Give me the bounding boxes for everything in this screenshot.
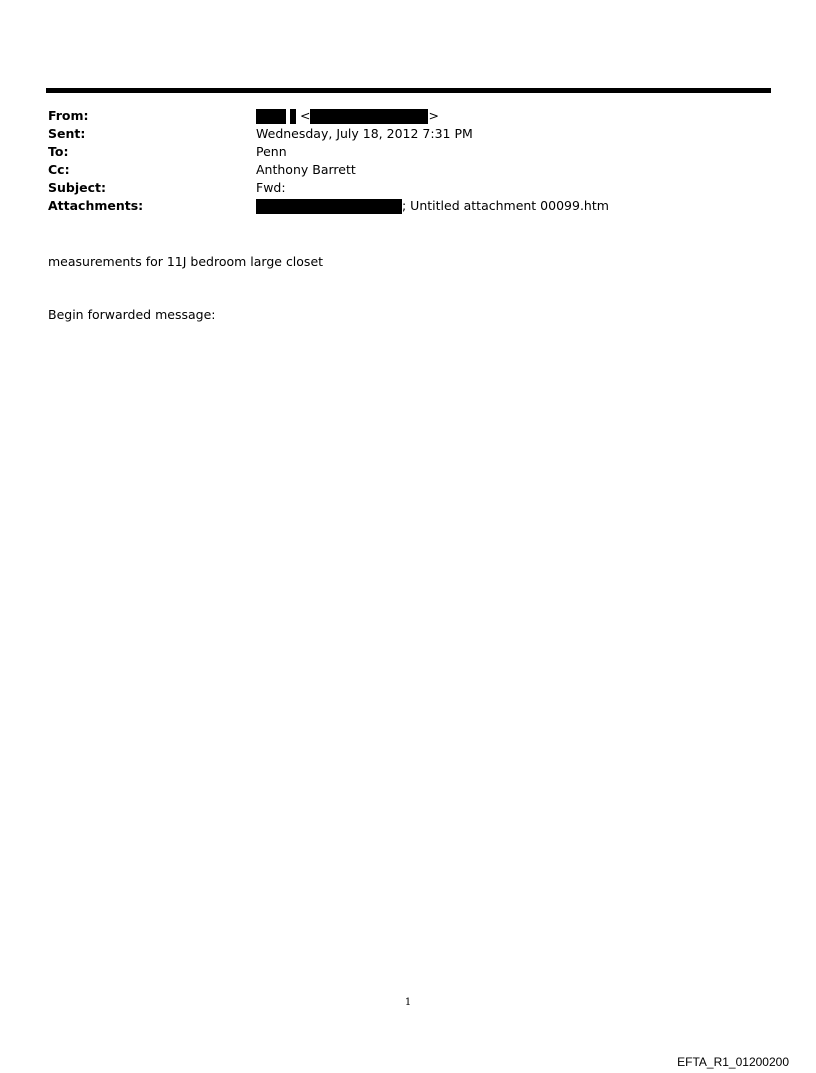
subject-value: Fwd: [256,180,286,195]
sent-value: Wednesday, July 18, 2012 7:31 PM [256,126,473,141]
from-gt: > [428,108,439,123]
attachments-text: ; Untitled attachment 00099.htm [402,198,609,213]
redaction-block [256,199,402,214]
bates-number: EFTA_R1_01200200 [677,1055,789,1069]
email-header-block [48,107,609,215]
attachments-label: Attachments: [48,198,144,213]
header-divider-rule [46,88,771,93]
page-number: 1 [404,997,412,1008]
to-label: To: [48,144,69,159]
subject-row [48,179,609,197]
sent-label: Sent: [48,126,86,141]
message-body-line-1: measurements for 11J bedroom large closet [48,254,324,269]
from-row [48,107,609,125]
attachments-row [48,197,609,215]
cc-value: Anthony Barrett [256,162,356,177]
from-lt: < [300,108,311,123]
message-body-line-2: Begin forwarded message: [48,307,216,322]
from-value [256,107,439,125]
attachments-value [256,197,609,215]
redaction-block [310,109,428,124]
redaction-block [290,109,296,124]
cc-label: Cc: [48,162,70,177]
redaction-block [256,109,286,124]
to-value: Penn [256,144,287,159]
cc-row [48,161,609,179]
to-row [48,143,609,161]
from-label: From: [48,108,89,123]
subject-label: Subject: [48,180,106,195]
sent-row [48,125,609,143]
